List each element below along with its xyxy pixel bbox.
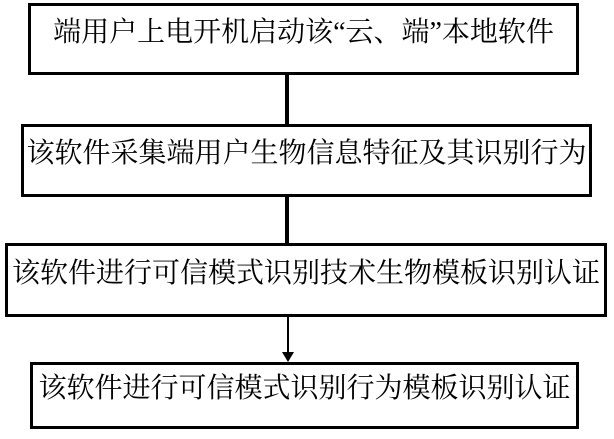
arrow-down-icon [282,352,294,362]
flow-step-1 [28,3,579,75]
connector-line-1 [285,75,289,124]
flow-step-3-label: 该软件进行可信模式识别技术生物模板识别认证 [11,257,600,289]
connector-line-3 [287,317,289,354]
flow-step-2-label: 该软件采集端用户生物信息特征及其识别行为 [26,138,587,170]
connector-line-2 [285,197,289,243]
flow-step-2 [21,124,592,197]
flow-step-4 [30,362,579,429]
flow-step-1-label: 端用户上电开机启动该“云、端”本地软件 [53,16,554,48]
flow-step-4-label: 该软件进行可信模式识别行为模板识别认证 [38,373,571,405]
flow-step-3 [5,243,607,317]
